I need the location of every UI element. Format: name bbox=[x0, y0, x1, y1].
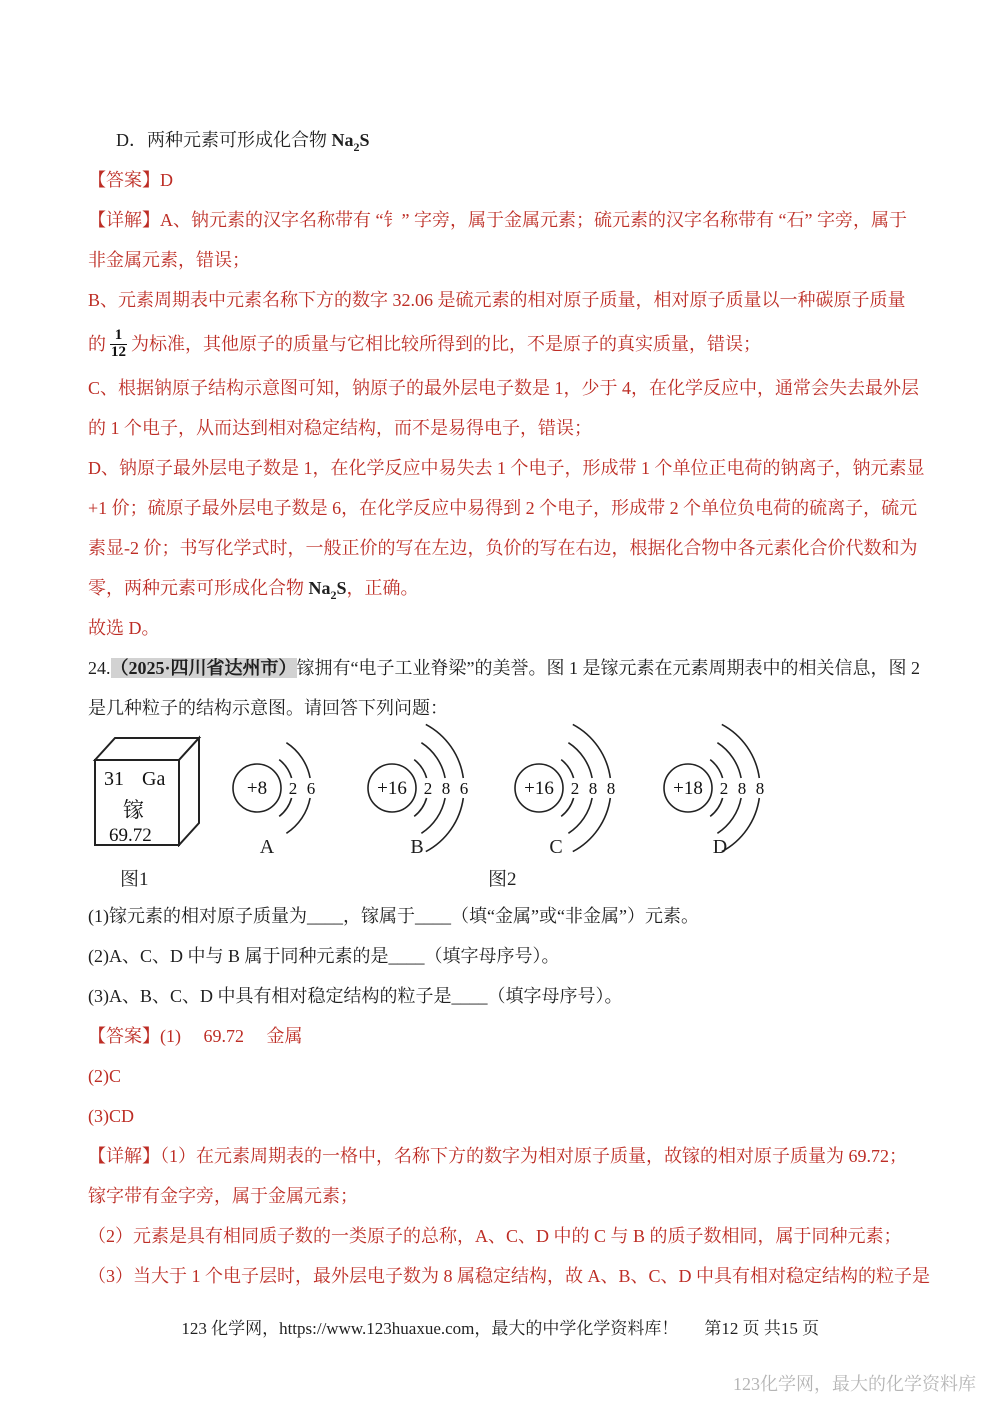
shell-electron-count: 8 bbox=[737, 779, 747, 798]
shell-electron-count: 8 bbox=[588, 779, 598, 798]
text-line: 是几种粒子的结构示意图。请回答下列问题： bbox=[88, 698, 448, 718]
element-tile bbox=[92, 733, 202, 852]
footer-site-text: 123 化学网，https://www.123huaxue.com，最大的中学化学资料库！ bbox=[181, 1319, 679, 1338]
shell-electron-count: 8 bbox=[441, 779, 451, 798]
shell-electron-count: 6 bbox=[306, 779, 316, 798]
text-line: (1)镓元素的相对原子质量为____，镓属于____（填“金属”或“非金属”）元素。 bbox=[88, 906, 699, 926]
electron-shell-arc bbox=[561, 760, 573, 778]
text-line: 24.（2025·四川省达州市）镓拥有“电子工业脊梁”的美誉。图 1 是镓元素在元素周期表中的相关信息，图 2 bbox=[88, 658, 920, 678]
footer-page-number: 第12 页 共15 页 bbox=[704, 1319, 820, 1338]
nucleus-charge: +16 bbox=[377, 778, 407, 799]
text-line: 【详解】A、钠元素的汉字名称带有 “钅” 字旁，属于金属元素；硫元素的汉字名称带有 “石” 字旁，属于 bbox=[88, 210, 907, 230]
text-block-bottom bbox=[88, 896, 931, 1296]
fraction-one-twelfth: $\frac{1}{12}$ bbox=[111, 326, 126, 360]
text-line: 镓字带有金字旁，属于金属元素； bbox=[88, 1186, 358, 1206]
text-block-top bbox=[88, 120, 925, 728]
text-line: 【详解】（1）在元素周期表的一格中，名称下方的数字为相对原子质量，故镓的相对原子质量为 69.72； bbox=[88, 1146, 907, 1166]
text-line: 零，两种元素可形成化合物 $Na_2S$，正确。 bbox=[88, 578, 419, 602]
element-symbol: Ga bbox=[142, 768, 166, 790]
text-line: （2）元素是具有相同质子数的一类原子的总称，A、C、D 中的 C 与 B 的质子数相同，属于同种元素； bbox=[88, 1226, 902, 1246]
text-line: 的 $\frac{1}{12}$ 为标准，其他原子的质量与它相比较所得到的比，不是原子的真实质量，错误； bbox=[88, 326, 761, 360]
text-line: (3)CD bbox=[88, 1106, 134, 1126]
element-name: 镓 bbox=[123, 798, 144, 822]
page-footer bbox=[0, 1294, 992, 1339]
shell-electron-count: 8 bbox=[755, 779, 765, 798]
atomic-number: 31 bbox=[104, 768, 124, 790]
text-line: B、元素周期表中元素名称下方的数字 32.06 是硫元素的相对原子质量，相对原子质量以一种碳原子质量 bbox=[88, 290, 906, 310]
text-line: D、钠原子最外层电子数是 1，在化学反应中易失去 1 个电子，形成带 1 个单位正电荷的钠离子，钠元素显 bbox=[88, 458, 925, 478]
shell-electron-count: 2 bbox=[423, 779, 433, 798]
text-line: 的 1 个电子，从而达到相对稳定结构，而不是易得电子，错误； bbox=[88, 418, 592, 438]
text-line: C、根据钠原子结构示意图可知，钠原子的最外层电子数是 1，少于 4，在化学反应中，通常会失去最外层 bbox=[88, 378, 920, 398]
atomic-mass: 69.72 bbox=[109, 825, 152, 846]
text-line: (2)C bbox=[88, 1066, 121, 1086]
electron-shell-arc bbox=[710, 760, 722, 778]
electron-shell-arc bbox=[414, 798, 426, 816]
figure1-caption: 图1 bbox=[120, 869, 149, 890]
nucleus-charge: +16 bbox=[524, 778, 554, 799]
document-body bbox=[88, 108, 931, 1296]
text-line: (3)A、B、C、D 中具有相对稳定结构的粒子是____（填字母序号）。 bbox=[88, 986, 623, 1006]
electron-shell-arc bbox=[279, 760, 291, 778]
watermark-text: 123化学网，最大的化学资料库 bbox=[733, 1374, 976, 1394]
text-line: D．两种元素可形成化合物 $Na_2S$ bbox=[116, 130, 370, 154]
text-line: (2)A、C、D 中与 B 属于同种元素的是____（填字母序号）。 bbox=[88, 946, 560, 966]
particle-label-C: C bbox=[549, 836, 563, 858]
shell-electron-count: 2 bbox=[719, 779, 729, 798]
nucleus-charge: +8 bbox=[246, 778, 268, 799]
text-line: 【答案】(1) 69.72 金属 bbox=[88, 1026, 303, 1046]
text-line: 故选 D。 bbox=[88, 618, 160, 638]
text-line: +1 价；硫原子最外层电子数是 6，在化学反应中易得到 2 个电子，形成带 2 个单位负电荷的硫离子，硫元 bbox=[88, 498, 918, 518]
electron-shell-arc bbox=[414, 760, 426, 778]
figure2-caption: 图2 bbox=[488, 869, 517, 890]
particle-label-B: B bbox=[410, 836, 424, 858]
electron-shell-arc bbox=[710, 798, 722, 816]
shell-electron-count: 6 bbox=[459, 779, 469, 798]
shell-electron-count: 2 bbox=[570, 779, 580, 798]
particle-label-A: A bbox=[259, 836, 275, 858]
element-tile-svg bbox=[92, 733, 202, 847]
nucleus-charge: +18 bbox=[673, 778, 703, 799]
shell-electron-count: 8 bbox=[606, 779, 616, 798]
figure-area bbox=[88, 728, 912, 896]
text-line: 非金属元素，错误； bbox=[88, 250, 250, 270]
electron-shell-arc bbox=[561, 798, 573, 816]
text-line: 素显-2 价；书写化学式时，一般正价的写在左边，负价的写在右边，根据化合物中各元素化合价代数和为 bbox=[88, 538, 918, 558]
text-line: 【答案】D bbox=[88, 170, 173, 190]
particle-label-D: D bbox=[712, 836, 728, 858]
electron-shell-arc bbox=[279, 798, 291, 816]
shell-electron-count: 2 bbox=[288, 779, 298, 798]
text-line: （3）当大于 1 个电子层时，最外层电子数为 8 属稳定结构，故 A、B、C、D 中具有相对稳定结构的粒子是 bbox=[88, 1266, 931, 1286]
